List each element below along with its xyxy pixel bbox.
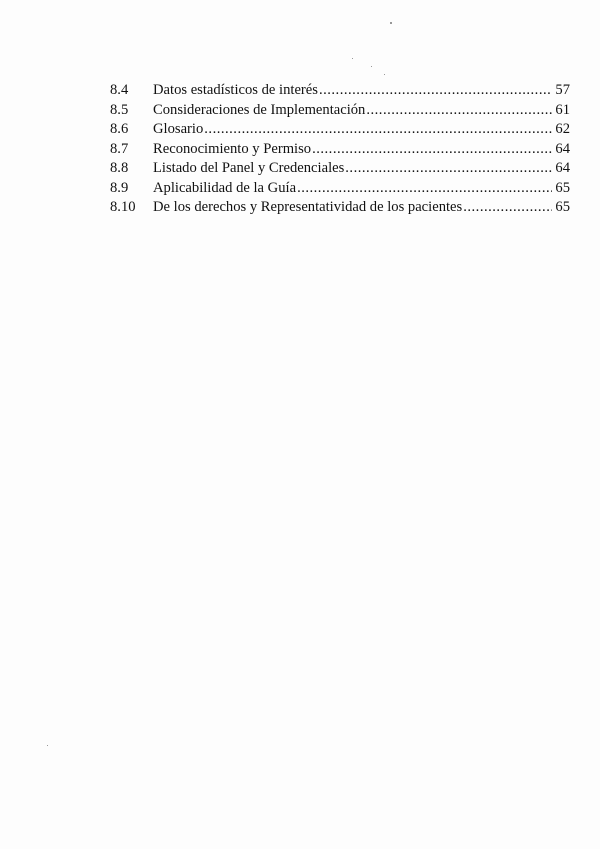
scan-speck	[390, 22, 392, 24]
toc-entry[interactable]	[110, 159, 570, 179]
toc-entry[interactable]	[110, 198, 570, 218]
toc-entry[interactable]	[110, 101, 570, 121]
dot-leader	[204, 120, 552, 140]
toc-entry-page: 62	[555, 121, 570, 137]
toc-entry-number: 8.10	[110, 199, 136, 215]
toc-entry[interactable]	[110, 120, 570, 140]
toc-entry-number: 8.9	[110, 179, 129, 196]
toc-entry[interactable]	[110, 81, 570, 101]
toc-entry-page: 57	[555, 82, 570, 98]
toc-entry-page: 65	[555, 199, 570, 215]
dot-leader	[297, 179, 552, 199]
scan-speck	[371, 66, 372, 67]
toc-entry-title: Consideraciones de Implementación	[153, 101, 366, 118]
toc-entry-title: Glosario	[153, 121, 204, 137]
toc-entry-title: Reconocimiento y Permiso	[153, 140, 312, 157]
toc-entry-page: 65	[555, 179, 570, 196]
table-of-contents	[110, 81, 570, 218]
dot-leader	[463, 198, 552, 218]
toc-entry-number: 8.6	[110, 121, 129, 137]
scan-speck	[47, 745, 48, 746]
dot-leader	[366, 101, 552, 121]
dot-leader	[312, 140, 552, 160]
dot-leader	[319, 81, 552, 101]
toc-entry-page: 64	[555, 160, 570, 176]
toc-entry-page: 64	[555, 140, 570, 157]
scan-speck	[384, 74, 385, 75]
toc-entry[interactable]	[110, 140, 570, 160]
scan-speck	[352, 58, 353, 59]
toc-entry-number: 8.7	[110, 140, 129, 157]
toc-entry[interactable]	[110, 179, 570, 199]
dot-leader	[345, 159, 552, 179]
toc-entry-title: Aplicabilidad de la Guía	[153, 179, 297, 196]
toc-entry-page: 61	[555, 101, 570, 118]
toc-entry-title: De los derechos y Representatividad de los pacientes	[153, 199, 463, 215]
toc-entry-number: 8.8	[110, 160, 129, 176]
toc-entry-title: Listado del Panel y Credenciales	[153, 160, 345, 176]
toc-entry-number: 8.5	[110, 101, 129, 118]
toc-entry-title: Datos estadísticos de interés	[153, 82, 318, 98]
toc-entry-number: 8.4	[110, 82, 129, 98]
